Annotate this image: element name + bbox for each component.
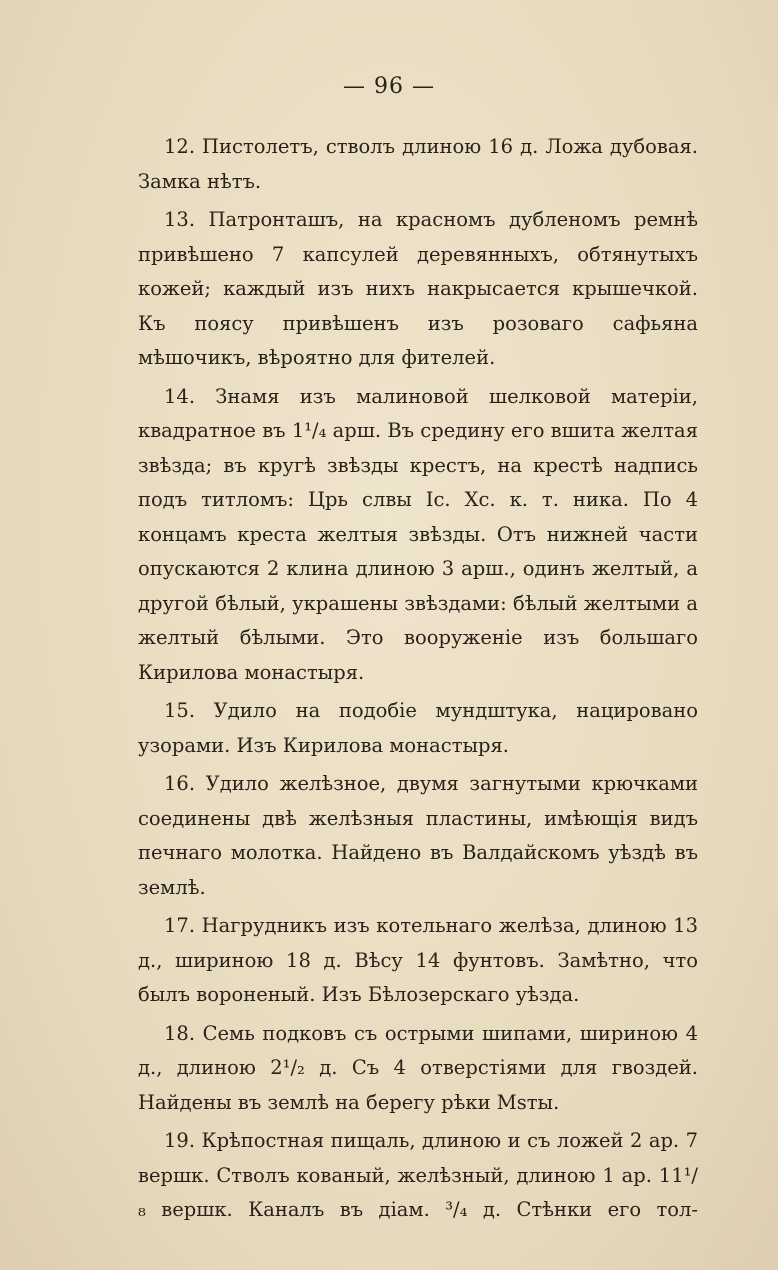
entry-17: 17. Нагрудникъ изъ котельнаго желѣза, длиною 13 д., шириною 18 д. Вѣсу 14 фунтовъ. Замѣтно, что былъ вороненый. Изъ Бѣлозерскаго уѣзда. [138,914,698,1006]
entry-16: 16. Удило желѣзное, двумя загнутыми крючками соединены двѣ желѣзныя пластины, имѣющія видъ печнаго молотка. Найдено въ Валдайскомъ уѣздѣ въ землѣ. [138,772,698,899]
page-number: — 96 — [343,74,435,99]
entry-18: 18. Семь подковъ съ острыми шипами, шириною 4 д., длиною 2¹/₂ д. Съ 4 отверстіями для гвоздей. Найдены въ землѣ на берегу рѣки Msты. [138,1021,698,1114]
entry-14: 14. Знамя изъ малиновой шелковой матеріи, квадратное въ 1¹/₄ арш. Въ средину его вшита желтая звѣзда; въ кругѣ звѣзды крестъ, на крестѣ надпись подъ титломъ: Црь слвы Іс. Хс. к. т. ника. По 4 концамъ креста желтыя звѣзды. Отъ нижней части опускаются 2 клина длиною 3 арш., одинъ желтый, а другой бѣлый, украшены звѣздами: бѣлый желтыми а желтый бѣлыми. Это вооруженіе изъ большаго Кирилова монастыря. [138,384,698,684]
page-text [138,130,698,1232]
entry-15: 15. Удило на подобіе мундштука, нацировано узорами. Изъ Кирилова монастыря. [138,699,698,757]
entry-12: 12. Пистолетъ, стволъ длиною 16 д. Ложа дубовая. Замка нѣтъ. [138,135,698,193]
entry-13: 13. Патронташъ, на красномъ дубленомъ ремнѣ привѣшено 7 капсулей деревянныхъ, обтянутыхъ кожей; каждый изъ нихъ накрысается крышечкой. Къ поясу привѣшенъ изъ розоваго сафьяна мѣшочикъ, вѣроятно для фителей. [138,208,698,369]
entry-19: 19. Крѣпостная пищаль, длиною и съ ложей 2 ар. 7 вершк. Стволъ кованый, желѣзный, длиною 1 ар. 11¹/₈ вершк. Каналъ въ діам. ³/₄ д. Стѣнки его тол- [138,1129,698,1221]
